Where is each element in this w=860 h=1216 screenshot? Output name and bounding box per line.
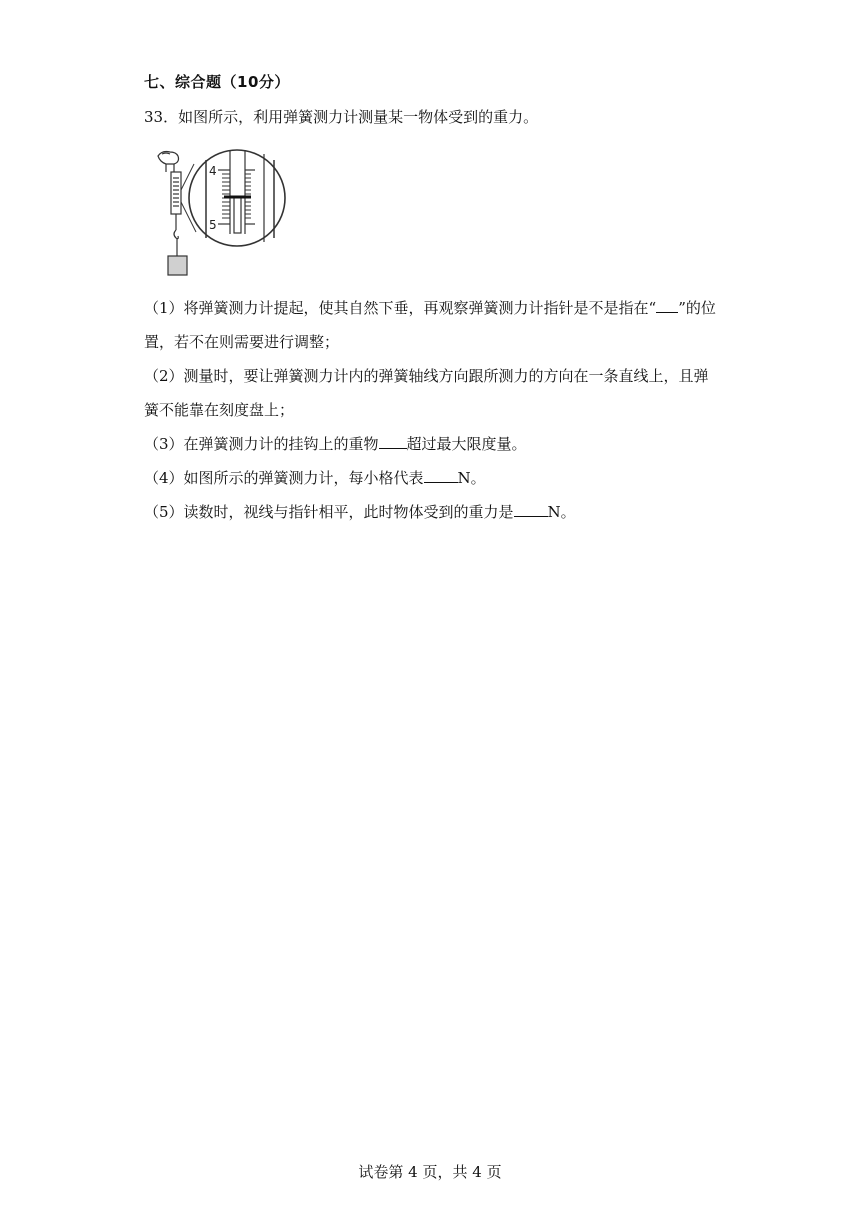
section-title: 七、综合题（10分） [144,73,290,91]
answer-blank[interactable] [424,466,458,483]
spring-scale-figure [152,142,292,282]
hand-icon [158,152,179,173]
weight-block [168,256,187,275]
question-stem: 33．如图所示，利用弹簧测力计测量某一物体受到的重力。 [144,108,539,126]
item-1-line-1: （1）将弹簧测力计提起，使其自然下垂，再观察弹簧测力计指针是不是指在“ ”的位 [144,296,716,320]
answer-blank[interactable] [656,296,678,313]
item-5: （5）读数时，视线与指针相平，此时物体受到的重力是 N。 [144,500,576,524]
page-footer: 试卷第 4 页，共 4 页 [358,1163,502,1181]
scale-label-5: 5 [209,218,217,232]
item-2-line-2: 簧不能靠在刻度盘上； [144,401,295,419]
item-3: （3）在弹簧测力计的挂钩上的重物 超过最大限度量。 [144,432,527,456]
answer-blank[interactable] [514,500,548,517]
answer-blank[interactable] [379,432,407,449]
scale-label-4: 4 [209,164,217,178]
item-4: （4）如图所示的弹簧测力计，每小格代表 N。 [144,466,486,490]
spring-scale-body [171,172,181,256]
item-1-line-2: 置，若不在则需要进行调整； [144,333,340,351]
item-2-line-1: （2）测量时，要让弹簧测力计内的弹簧轴线方向跟所测力的方向在一条直线上，且弹 [144,367,709,385]
